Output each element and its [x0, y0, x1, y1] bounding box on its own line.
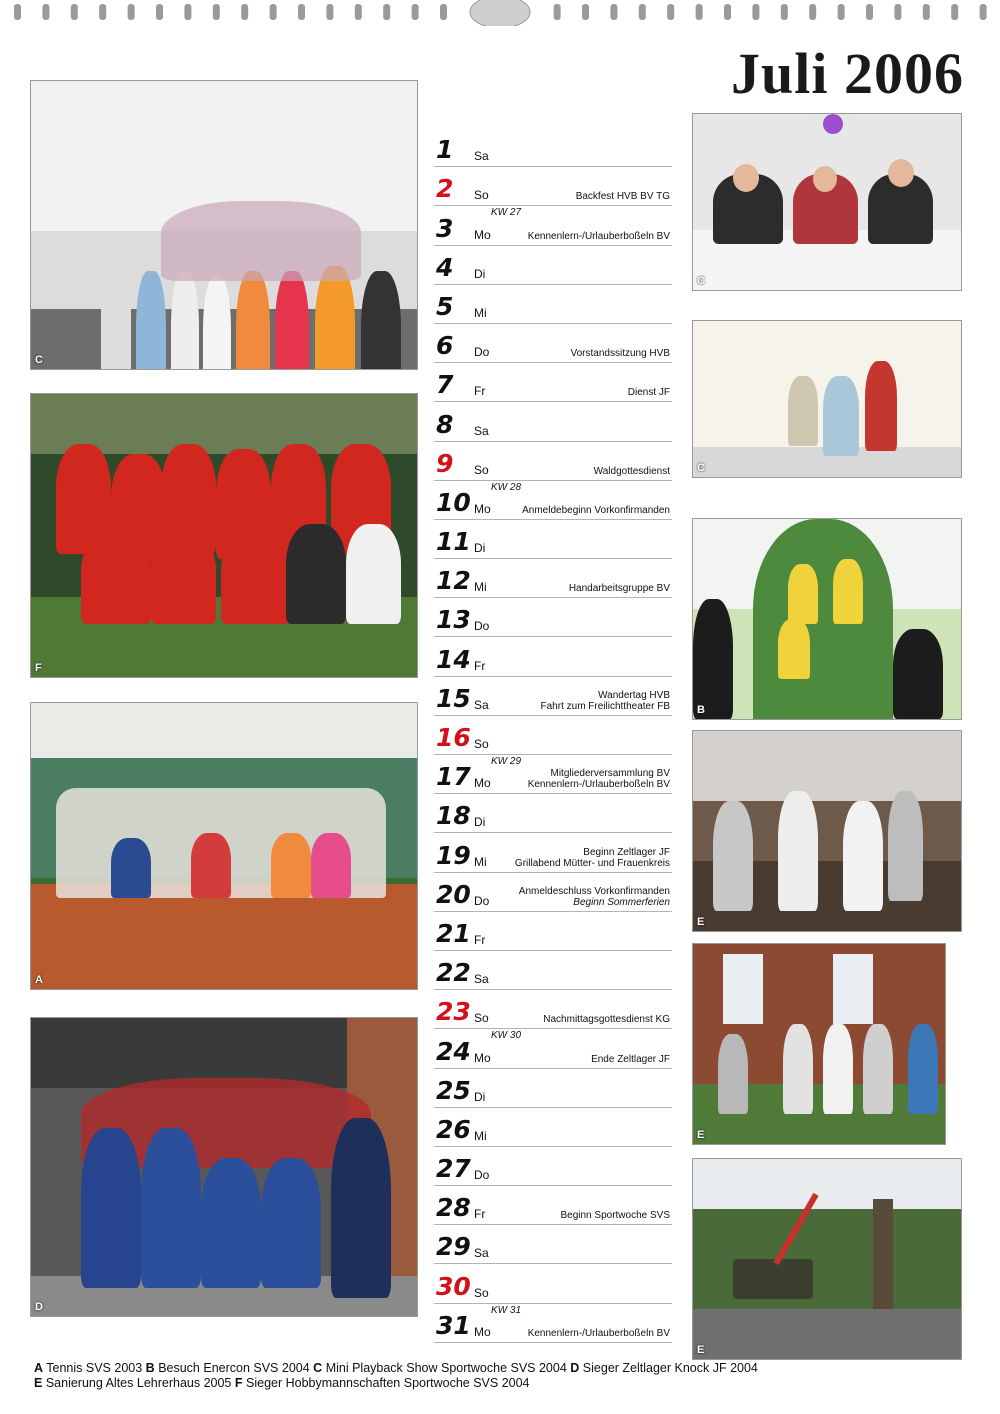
day-number: 29 — [436, 1232, 471, 1262]
day-number: 22 — [436, 958, 471, 988]
legend-key: C — [313, 1361, 323, 1375]
spiral-ring — [326, 4, 333, 20]
calendar-row — [434, 285, 672, 324]
event-text: Grillabend Mütter- und Frauenkreis — [514, 857, 670, 869]
weekday-label: So — [474, 1285, 489, 1300]
day-events — [628, 387, 670, 398]
spiral-ring — [866, 4, 873, 20]
weekday-label: Mi — [474, 854, 487, 869]
weekday-label: Sa — [474, 972, 489, 987]
legend-text: Sanierung Altes Lehrerhaus 2005 — [45, 1376, 232, 1390]
photo-jury-table — [692, 113, 962, 291]
legend-text: Mini Playback Show Sportwoche SVS 2004 — [325, 1361, 567, 1375]
weekday-label: So — [474, 737, 489, 751]
week-number: KW 31 — [491, 1304, 522, 1316]
weekday-label: Di — [474, 266, 486, 281]
photo-renovation-interior — [692, 730, 962, 932]
calendar-row — [434, 1225, 672, 1264]
day-number: 10 — [436, 487, 471, 517]
day-events — [519, 886, 670, 908]
weekday-label: So — [474, 1011, 489, 1026]
month-title: Juli 2006 — [731, 41, 964, 106]
photo-enercon-visit — [692, 518, 962, 720]
event-text: Nachmittagsgottesdienst KG — [543, 1014, 670, 1026]
photo-tag: E — [697, 916, 705, 928]
day-number: 12 — [436, 566, 471, 596]
day-number: 16 — [436, 723, 471, 752]
weekday-label: Mo — [474, 227, 491, 242]
legend-key: A — [34, 1361, 44, 1375]
event-text: Vorstandssitzung HVB — [570, 348, 670, 360]
day-number: 2 — [436, 174, 454, 204]
day-events — [528, 768, 670, 790]
calendar-row — [434, 1069, 672, 1108]
day-events — [591, 1054, 670, 1065]
spiral-ring — [184, 4, 191, 20]
week-number: KW 28 — [491, 481, 522, 493]
photo-hobby-team — [30, 393, 418, 678]
weekday-label: Fr — [474, 384, 486, 399]
spiral-ring — [71, 4, 78, 20]
day-number: 3 — [436, 213, 454, 243]
spiral-ring — [781, 4, 788, 20]
day-events — [515, 847, 670, 869]
day-number: 1 — [436, 135, 454, 165]
day-events — [522, 505, 670, 516]
legend-text: Sieger Zeltlager Knock JF 2004 — [582, 1361, 758, 1375]
spiral-ring — [383, 4, 390, 20]
calendar-row — [434, 167, 672, 206]
weekday-label: Di — [474, 815, 486, 830]
photo-tag: C — [35, 354, 43, 366]
photo-legend — [34, 1361, 758, 1391]
event-text: Kennenlern-/Urlauberboßeln BV — [527, 779, 670, 791]
weekday-label: Mo — [474, 1324, 491, 1339]
photo-mini-playback-group — [30, 80, 418, 370]
day-number: 20 — [436, 879, 471, 909]
day-events — [560, 1210, 670, 1221]
day-events — [543, 1014, 670, 1025]
weekday-label: Mi — [474, 1128, 487, 1143]
week-number: KW 29 — [491, 756, 522, 767]
spiral-ring — [355, 4, 362, 20]
calendar-row — [434, 873, 672, 912]
weekday-label: Mo — [474, 501, 491, 516]
calendar-row — [434, 128, 672, 167]
day-number: 15 — [436, 683, 471, 713]
day-number: 7 — [436, 370, 454, 400]
weekday-label: Do — [474, 619, 490, 634]
day-events — [576, 191, 670, 202]
spiral-ring — [14, 4, 21, 20]
event-text: Dienst JF — [627, 387, 670, 399]
spiral-ring — [554, 4, 561, 20]
photo-tag: A — [35, 974, 43, 986]
day-events — [528, 231, 670, 242]
calendar-day-list — [434, 128, 672, 1343]
photo-kids-singing — [692, 320, 962, 478]
weekday-label: Sa — [474, 149, 489, 164]
day-number: 26 — [436, 1114, 471, 1144]
photo-tag: C — [697, 275, 705, 287]
spiral-ring — [951, 4, 958, 20]
legend-key: E — [34, 1376, 43, 1390]
calendar-row — [434, 598, 672, 637]
weekday-label: Sa — [474, 423, 489, 438]
calendar-row — [434, 1186, 672, 1225]
weekday-label: Di — [474, 1089, 486, 1104]
event-text: Anmeldeschluss Vorkonfirmanden — [518, 885, 670, 897]
calendar-row — [434, 363, 672, 402]
legend-key: F — [234, 1376, 243, 1390]
event-text: Wandertag HVB — [598, 689, 670, 701]
weekday-label: Mo — [474, 776, 491, 791]
day-number: 5 — [436, 291, 454, 321]
spiral-ring — [923, 4, 930, 20]
weekday-label: Fr — [474, 932, 486, 947]
calendar-row — [434, 246, 672, 285]
day-number: 8 — [436, 409, 454, 439]
weekday-label: Mi — [474, 305, 487, 320]
photo-tennis-group — [30, 702, 418, 990]
spiral-ring — [752, 4, 759, 20]
calendar-row — [434, 1147, 672, 1186]
spiral-ring — [980, 4, 987, 20]
spiral-ring — [412, 4, 419, 20]
weekday-label: Sa — [474, 1246, 489, 1261]
event-text: Anmeldebeginn Vorkonfirmanden — [522, 504, 670, 516]
photo-tag: D — [35, 1301, 43, 1313]
event-text: Kennenlern-/Urlauberboßeln BV — [527, 1327, 670, 1339]
legend-text: Tennis SVS 2003 — [46, 1361, 143, 1375]
event-text: Kennenlern-/Urlauberboßeln BV — [527, 230, 670, 242]
spiral-ring — [213, 4, 220, 20]
day-number: 23 — [436, 997, 471, 1027]
event-text: Handarbeitsgruppe BV — [568, 583, 670, 595]
photo-tag: E — [697, 1344, 705, 1356]
event-text: Mitgliederversammlung BV — [550, 768, 670, 780]
day-events — [569, 583, 670, 594]
photo-tag: F — [35, 662, 42, 674]
weekday-label: Mo — [474, 1050, 491, 1065]
day-number: 18 — [436, 801, 471, 831]
spiral-ring — [894, 4, 901, 20]
event-text: Backfest HVB BV TG — [575, 191, 670, 203]
calendar-row — [434, 559, 672, 598]
spiral-ring — [838, 4, 845, 20]
calendar-row — [434, 912, 672, 951]
spiral-ring — [440, 4, 447, 20]
day-number: 31 — [436, 1310, 471, 1340]
legend-text: Besuch Enercon SVS 2004 — [158, 1361, 310, 1375]
legend-line-1 — [34, 1361, 758, 1376]
calendar-row — [434, 520, 672, 559]
photo-tag: B — [697, 704, 705, 716]
calendar-row — [434, 1108, 672, 1147]
calendar-row — [434, 637, 672, 676]
day-events — [594, 466, 670, 477]
day-number: 6 — [436, 331, 454, 361]
calendar-row — [434, 442, 672, 481]
spiral-ring — [667, 4, 674, 20]
event-text: Beginn Sommerferien — [573, 896, 670, 908]
calendar-row — [434, 324, 672, 363]
day-number: 19 — [436, 840, 471, 870]
spiral-ring — [241, 4, 248, 20]
legend-line-2 — [34, 1376, 758, 1391]
photo-tag: C — [697, 462, 705, 474]
calendar-row — [434, 1304, 672, 1343]
spiral-ring — [724, 4, 731, 20]
spiral-ring — [156, 4, 163, 20]
calendar-row — [434, 402, 672, 441]
weekday-label: Sa — [474, 697, 489, 712]
event-text: Waldgottesdienst — [593, 465, 670, 477]
photo-tag: E — [697, 1129, 705, 1141]
day-number: 4 — [436, 252, 454, 282]
spiral-ring — [809, 4, 816, 20]
day-number: 14 — [436, 644, 471, 674]
day-number: 28 — [436, 1193, 471, 1223]
day-number: 17 — [436, 762, 471, 792]
photo-tree-crane — [692, 1158, 962, 1360]
day-number: 21 — [436, 918, 471, 948]
week-number: KW 27 — [491, 207, 522, 219]
event-text: Beginn Zeltlager JF — [583, 846, 670, 858]
event-text: Beginn Sportwoche SVS — [560, 1210, 670, 1222]
weekday-label: Do — [474, 1168, 490, 1183]
calendar-row — [434, 716, 672, 755]
day-number: 24 — [436, 1036, 471, 1066]
spiral-ring — [696, 4, 703, 20]
calendar-row — [434, 677, 672, 716]
event-text: Ende Zeltlager JF — [591, 1053, 670, 1065]
calendar-row — [434, 755, 672, 794]
day-number: 27 — [436, 1154, 471, 1184]
hanger-hole — [470, 0, 530, 26]
day-number: 9 — [436, 448, 454, 478]
photo-renovation-team — [692, 943, 946, 1145]
spiral-ring — [582, 4, 589, 20]
spiral-ring — [270, 4, 277, 20]
spiral-ring — [298, 4, 305, 20]
calendar-row — [434, 1264, 672, 1303]
legend-key: D — [570, 1361, 580, 1375]
calendar-row — [434, 1029, 672, 1068]
week-number: KW 30 — [491, 1030, 522, 1042]
event-text: Fahrt zum Freilichttheater FB — [540, 700, 670, 712]
calendar-row — [434, 794, 672, 833]
spiral-ring — [610, 4, 617, 20]
weekday-label: Fr — [474, 658, 486, 673]
day-number: 30 — [436, 1271, 471, 1301]
spiral-binding — [0, 0, 1000, 26]
day-number: 13 — [436, 605, 471, 635]
day-events — [541, 690, 670, 712]
weekday-label: Do — [474, 345, 490, 360]
weekday-label: Di — [474, 541, 486, 556]
day-events — [571, 348, 671, 359]
spiral-ring — [639, 4, 646, 20]
weekday-label: Mi — [474, 580, 487, 595]
calendar-row — [434, 990, 672, 1029]
calendar-row — [434, 951, 672, 990]
weekday-label: Fr — [474, 1207, 486, 1222]
spiral-ring — [99, 4, 106, 20]
weekday-label: So — [474, 462, 489, 477]
day-number: 11 — [436, 527, 471, 557]
weekday-label: So — [474, 188, 489, 203]
weekday-label: Do — [474, 893, 490, 908]
spiral-ring — [42, 4, 49, 20]
day-events — [528, 1328, 670, 1339]
photo-fire-brigade-winners — [30, 1017, 418, 1317]
spiral-ring — [128, 4, 135, 20]
calendar-row — [434, 833, 672, 872]
calendar-row — [434, 481, 672, 520]
day-number: 25 — [436, 1075, 471, 1105]
calendar-row — [434, 206, 672, 245]
legend-text: Sieger Hobbymannschaften Sportwoche SVS 2004 — [246, 1376, 530, 1390]
legend-key: B — [145, 1361, 155, 1375]
